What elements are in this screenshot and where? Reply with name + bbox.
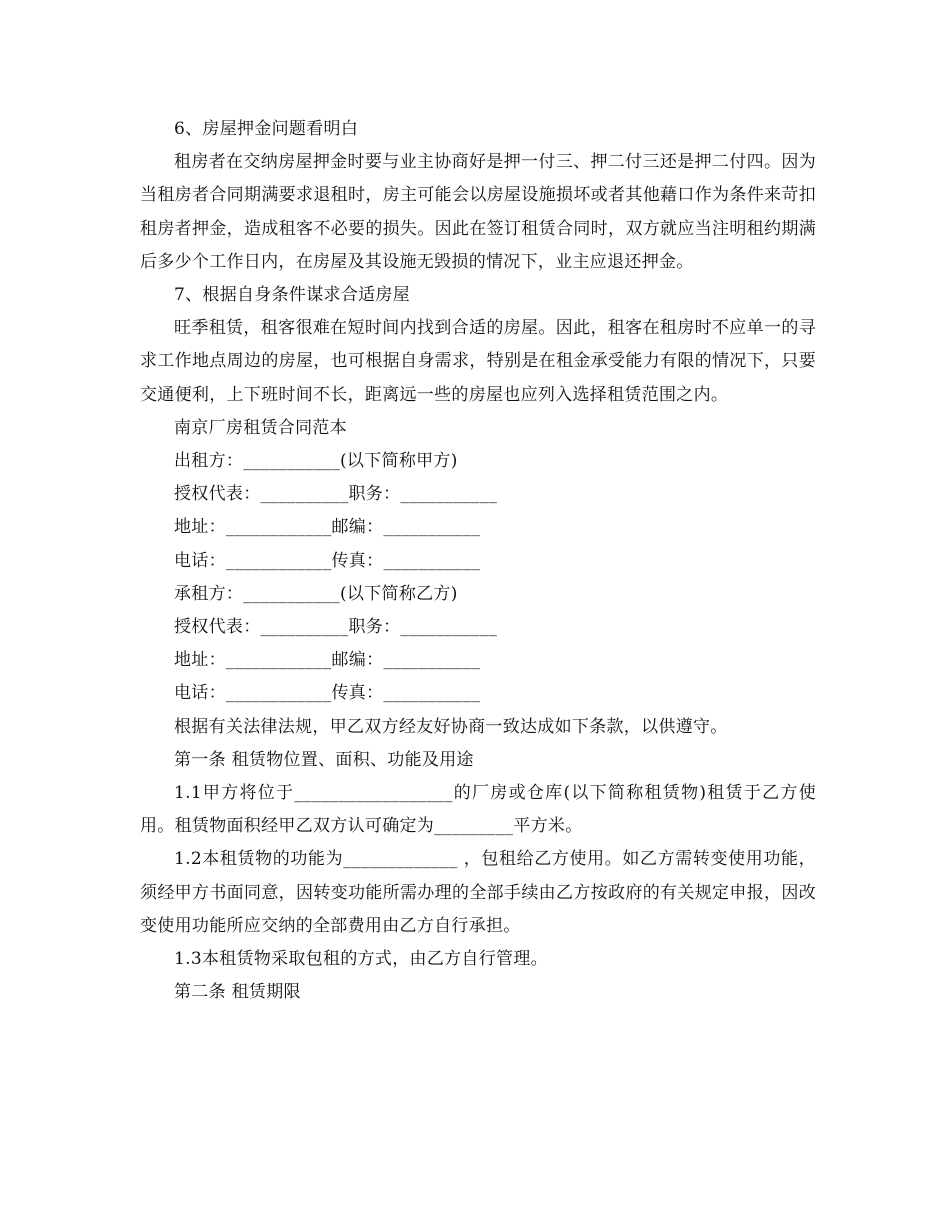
lessor-phone-line: 电话：____________传真：___________ bbox=[174, 550, 481, 571]
lessor-representative-line: 授权代表：__________职务：___________ bbox=[174, 484, 498, 505]
contract-title: 南京厂房租赁合同范本 bbox=[174, 417, 347, 438]
article-one-heading: 第一条 租赁物位置、面积、功能及用途 bbox=[174, 749, 474, 770]
article-two-heading: 第二条 租赁期限 bbox=[174, 982, 301, 1003]
lessee-phone-line: 电话：____________传真：___________ bbox=[174, 683, 481, 704]
lessee-address-line: 地址：____________邮编：___________ bbox=[174, 650, 481, 671]
lessee-representative-line: 授权代表：__________职务：___________ bbox=[174, 617, 498, 638]
lessor-address-line: 地址：____________邮编：___________ bbox=[174, 517, 481, 538]
lessee-line: 承租方：___________(以下简称乙方) bbox=[174, 583, 458, 604]
section-heading-suitable-house: 7、根据自身条件谋求合适房屋 bbox=[174, 285, 411, 306]
section-heading-deposit: 6、房屋押金问题看明白 bbox=[174, 119, 359, 139]
paragraph-suitable-house: 旺季租赁，租客很难在短时间内找到合适的房屋。因此，租客在租房时不应单一的寻求工作地点周边的房屋，也可根据自身需求，特别是在租金承受能力有限的情况下，只要交通便利，上下班时间不长，距离远一些的房屋也应列入选择租赁范围之内。 bbox=[140, 318, 816, 405]
clause-1-2: 1.2本租赁物的功能为_____________ ，包租给乙方使用。如乙方需转变使用功能，须经甲方书面同意，因转变功能所需办理的全部手续由乙方按政府的有关规定申报，因改变使用功能所应交纳的全部费用由乙方自行承担。 bbox=[140, 849, 816, 936]
agreement-intro: 根据有关法律法规，甲乙双方经友好协商一致达成如下条款，以供遵守。 bbox=[174, 716, 728, 737]
document-body bbox=[140, 113, 816, 1009]
clause-1-1: 1.1甲方将位于__________________的厂房或仓库(以下简称租赁物)租赁于乙方使用。租赁物面积经甲乙双方认可确定为_________平方米。 bbox=[140, 783, 816, 837]
lessor-line: 出租方：___________(以下简称甲方) bbox=[174, 451, 458, 472]
paragraph-deposit: 租房者在交纳房屋押金时要与业主协商好是押一付三、押二付三还是押二付四。因为当租房者合同期满要求退租时，房主可能会以房屋设施损坏或者其他藉口作为条件来苛扣租房者押金，造成租客不必要的损失。因此在签订租赁合同时，双方就应当注明租约期满后多少个工作日内，在房屋及其设施无毁损的情况下，业主应退还押金。 bbox=[140, 152, 816, 272]
clause-1-3: 1.3本租赁物采取包租的方式，由乙方自行管理。 bbox=[174, 949, 548, 970]
